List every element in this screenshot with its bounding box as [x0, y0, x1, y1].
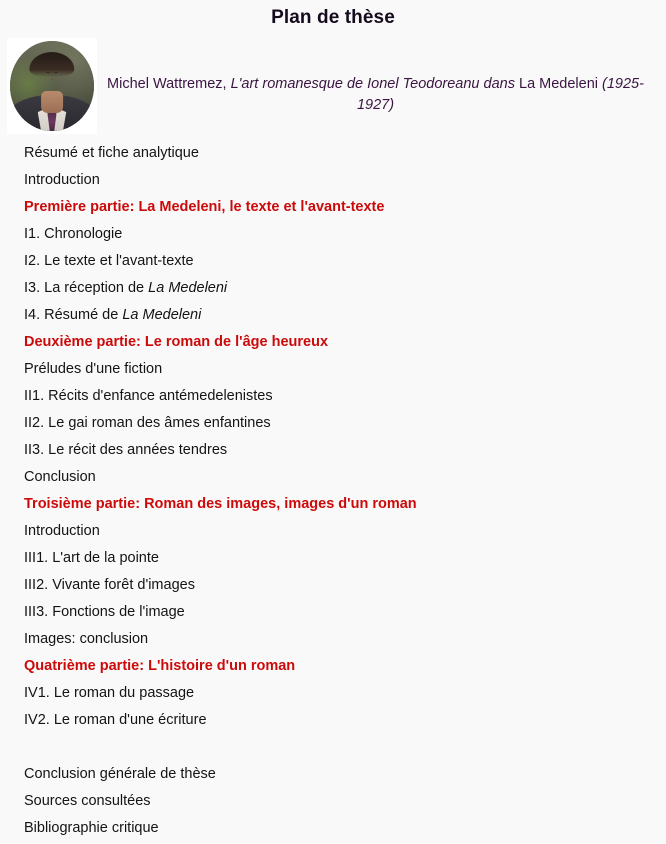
outline-item-label: Résumé et fiche analytique: [24, 145, 199, 161]
outline-entry: [0, 437, 666, 464]
outline-item-label: IV2. Le roman d'une écriture: [24, 712, 207, 728]
outline-entry: [0, 761, 666, 788]
outline-entry: [0, 140, 666, 167]
citation-years: (1925-1927): [356, 76, 644, 113]
outline-item-label: III3. Fonctions de l'image: [24, 604, 185, 620]
outline-spacer: [0, 734, 666, 761]
outline-item-label: I1. Chronologie: [24, 226, 123, 242]
outline-item-label: Troisième partie: Roman des images, images d'un roman: [24, 496, 417, 512]
outline-item-label: II3. Le récit des années tendres: [24, 442, 228, 458]
outline-part-heading: [0, 329, 666, 356]
outline-entry: [0, 464, 666, 491]
outline-item-label: Conclusion générale de thèse: [24, 766, 216, 782]
page-title: Plan de thèse: [271, 7, 395, 28]
outline-item-label: I4. Résumé de: [24, 307, 123, 323]
outline-entry: [0, 275, 666, 302]
outline-entry: [0, 707, 666, 734]
avatar: [7, 38, 97, 134]
outline-item-label: III1. L'art de la pointe: [24, 550, 159, 566]
outline-entry: [0, 788, 666, 815]
outline-item-label: Préludes d'une fiction: [24, 361, 163, 377]
outline-item-italic-title: La Medeleni: [122, 307, 202, 323]
outline-entry: [0, 626, 666, 653]
citation-author: Michel Wattremez,: [107, 76, 227, 92]
outline-item-italic-title: La Medeleni: [148, 280, 228, 296]
outline-entry: [0, 410, 666, 437]
outline-item-label: II2. Le gai roman des âmes enfantines: [24, 415, 271, 431]
outline-item-label: III2. Vivante forêt d'images: [24, 577, 195, 593]
citation-novel-name: La Medeleni: [519, 76, 598, 92]
outline-item-label: Deuxième partie: Le roman de l'âge heureux: [24, 334, 329, 350]
outline-item-label: Sources consultées: [24, 793, 151, 809]
outline-item-label: Introduction: [24, 172, 100, 188]
outline-item-label: Images: conclusion: [24, 631, 149, 647]
avatar-photo: [10, 41, 94, 131]
header-row: [0, 38, 666, 138]
outline-item-label: I3. La réception de: [24, 280, 149, 296]
outline-item-label: Première partie: La Medeleni, le texte et l'avant-texte: [24, 199, 385, 215]
outline-item-label: Conclusion: [24, 469, 96, 485]
outline-entry: [0, 383, 666, 410]
outline-entry: [0, 545, 666, 572]
portrait-mouth-icon: [50, 79, 53, 80]
outline-part-heading: [0, 491, 666, 518]
outline-part-heading: [0, 653, 666, 680]
outline-entry: [0, 518, 666, 545]
thesis-outline-list: [0, 140, 666, 842]
outline-entry: [0, 680, 666, 707]
outline-entry: [0, 221, 666, 248]
outline-item-label: Bibliographie critique: [24, 820, 159, 836]
outline-entry: [0, 356, 666, 383]
outline-item-label: Quatrième partie: L'histoire d'un roman: [24, 658, 296, 674]
outline-part-heading: [0, 194, 666, 221]
outline-entry: [0, 248, 666, 275]
outline-entry: [0, 599, 666, 626]
citation: [0, 38, 666, 116]
outline-entry: [0, 572, 666, 599]
outline-entry: [0, 167, 666, 194]
outline-item-label: Introduction: [24, 523, 100, 539]
outline-item-label: IV1. Le roman du passage: [24, 685, 195, 701]
citation-work-title: L'art romanesque de Ionel Teodoreanu dans: [230, 76, 515, 92]
outline-entry: [0, 815, 666, 842]
outline-item-label: I2. Le texte et l'avant-texte: [24, 253, 194, 269]
outline-item-label: II1. Récits d'enfance antémedelenistes: [24, 388, 273, 404]
outline-entry: [0, 302, 666, 329]
